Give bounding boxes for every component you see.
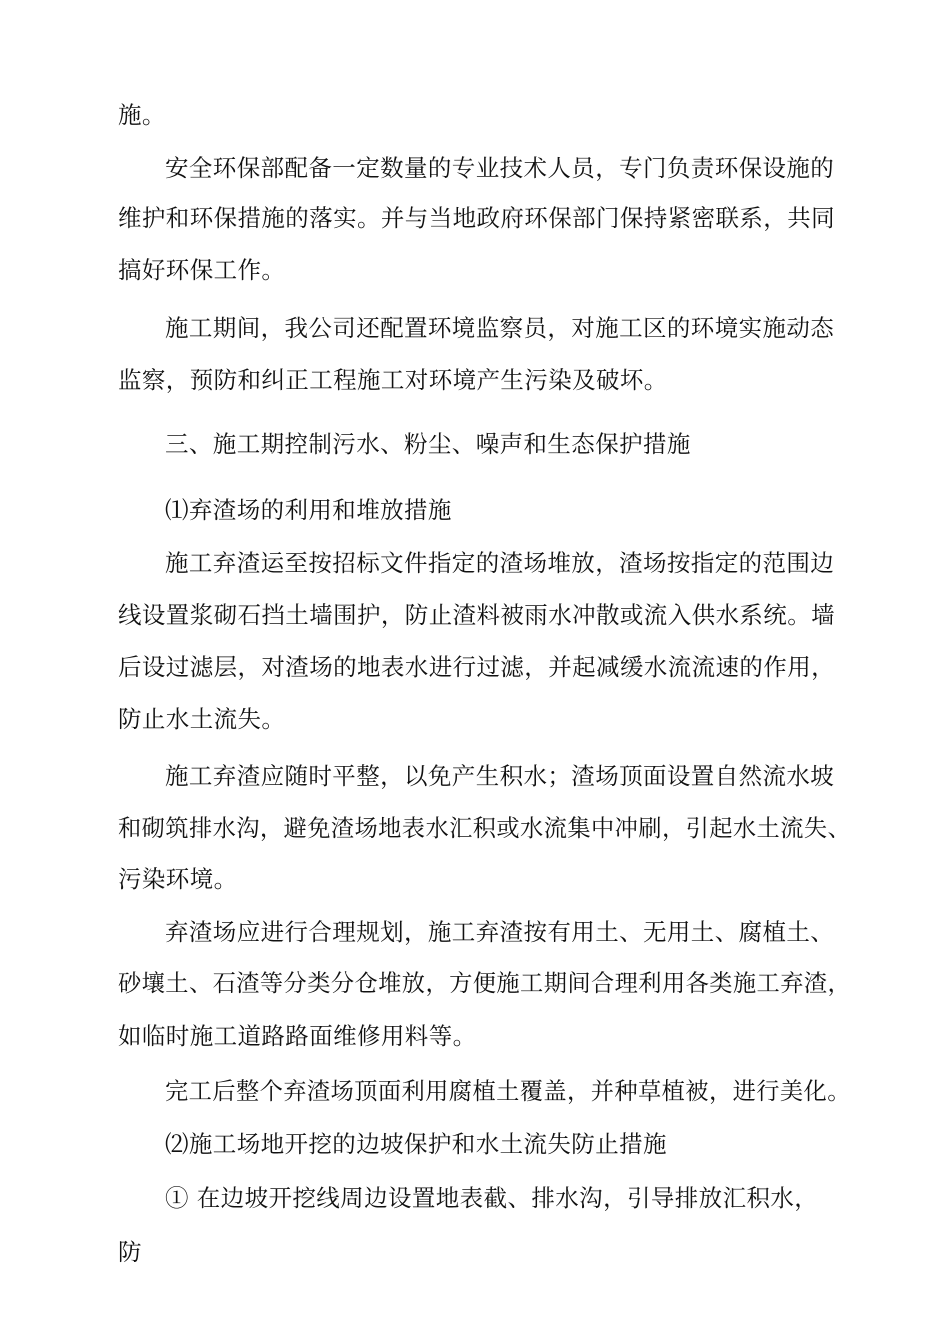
- text-line-15: 污染环境。: [118, 865, 238, 893]
- text-line-11: 后设过滤层，对渣场的地表水进行过滤，并起减缓水流流速的作用，: [118, 653, 835, 681]
- text-line-5: 施工期间，我公司还配置环境监察员，对施工区的环境实施动态: [165, 314, 835, 342]
- text-line-22: 防: [118, 1238, 142, 1266]
- text-line-3: 维护和环保措施的落实。并与当地政府环保部门保持紧密联系，共同: [118, 204, 835, 232]
- section-heading: 三、施工期控制污水、粉尘、噪声和生态保护措施: [165, 430, 691, 458]
- text-line-14: 和砌筑排水沟，避免渣场地表水汇积或水流集中冲刷，引起水土流失、: [118, 815, 852, 842]
- text-line-4: 搞好环保工作。: [118, 256, 286, 284]
- text-line-12: 防止水土流失。: [118, 705, 286, 733]
- text-line-19: 完工后整个弃渣场顶面利用腐植土覆盖，并种草植被，进行美化。: [165, 1078, 851, 1105]
- text-line-10: 线设置浆砌石挡土墙围护，防止渣料被雨水冲散或流入供水系统。墙: [118, 601, 835, 629]
- text-line-17: 砂壤土、石渣等分类分仓堆放，方便施工期间合理利用各类施工弃渣，: [118, 970, 852, 997]
- text-line-16: 弃渣场应进行合理规划，施工弃渣按有用土、无用土、腐植土、: [165, 918, 835, 946]
- text-line-21: ① 在边坡开挖线周边设置地表截、排水沟，引导排放汇积水，: [165, 1184, 819, 1212]
- text-line-6: 监察，预防和纠正工程施工对环境产生污染及破坏。: [118, 366, 668, 394]
- text-line-9: 施工弃渣运至按招标文件指定的渣场堆放，渣场按指定的范围边: [165, 549, 835, 577]
- text-line-13: 施工弃渣应随时平整，以免产生积水；渣场顶面设置自然流水坡: [165, 762, 835, 790]
- subsection-heading-2: ⑵施工场地开挖的边坡保护和水土流失防止措施: [165, 1130, 667, 1158]
- text-line-18: 如临时施工道路路面维修用料等。: [118, 1022, 477, 1050]
- text-line-2: 安全环保部配备一定数量的专业技术人员，专门负责环保设施的: [165, 154, 835, 182]
- subsection-heading-1: ⑴弃渣场的利用和堆放措施: [165, 496, 452, 524]
- text-line-1: 施。: [118, 101, 166, 129]
